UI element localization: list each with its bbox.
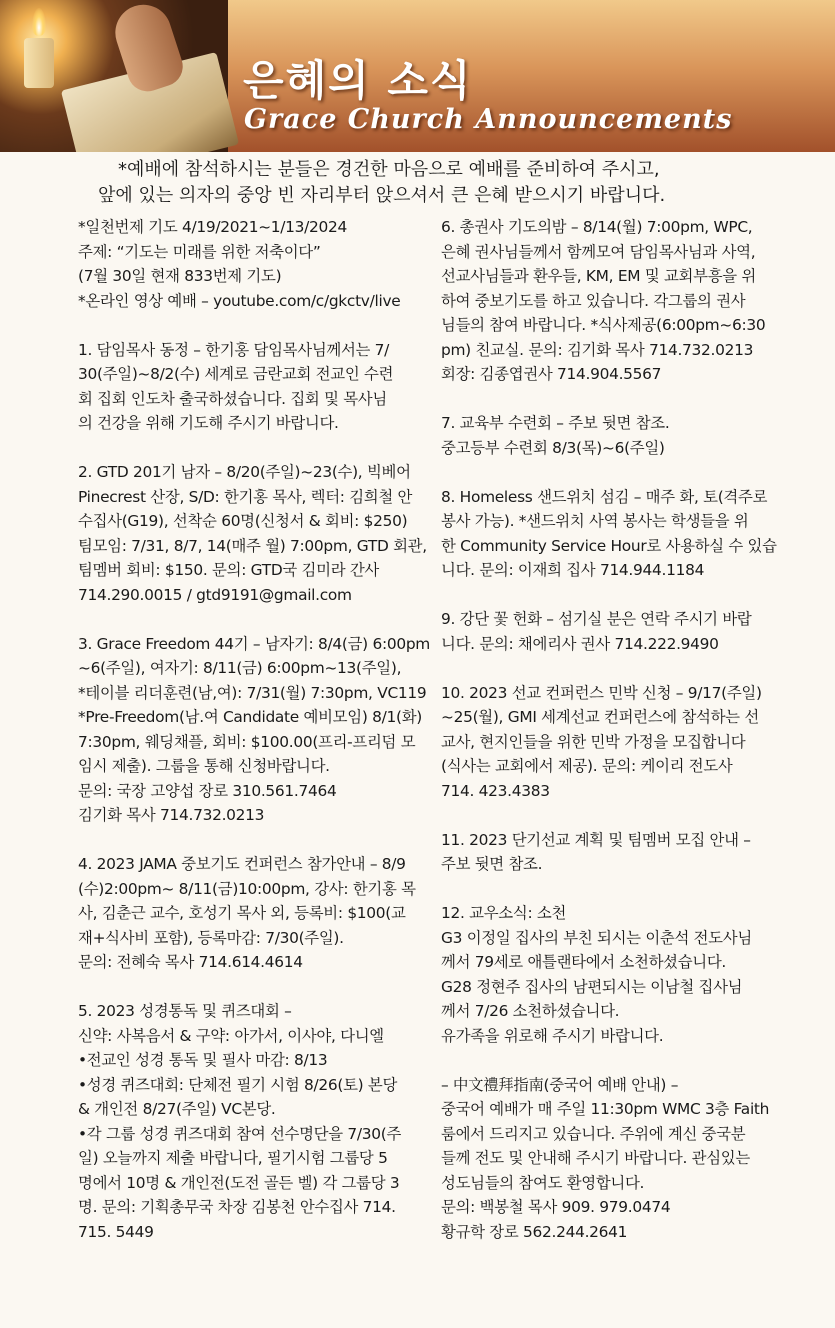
announcement-line: G3 이정일 집사의 부친 되시는 이춘석 전도사님 — [441, 928, 752, 947]
announcement-line: •각 그룹 성경 퀴즈대회 참여 선수명단을 7/30(주 — [78, 1124, 402, 1143]
announcement-line: 신약: 사복음서 & 구약: 아가서, 이사야, 다니엘 — [78, 1026, 384, 1045]
title-english: Grace Church Announcements — [244, 104, 733, 135]
announcement-line: 은혜 권사님들께서 함께모여 담임목사님과 사역, — [441, 242, 756, 261]
announcement-line: •성경 퀴즈대회: 단체전 필기 시험 8/26(토) 본당 — [78, 1075, 398, 1094]
title-korean: 은혜의 소식 — [243, 56, 473, 105]
paragraph-gap — [441, 656, 801, 681]
announcement-line: 9. 강단 꽃 헌화 – 섬기실 분은 연락 주시기 바랍 — [441, 610, 752, 628]
announcement-line: 임시 제출). 그룹을 통해 신청바랍니다. — [78, 757, 330, 775]
announcement-line: (수)2:00pm~ 8/11(금)10:00pm, 강사: 한기홍 목 — [78, 879, 416, 898]
announcement-line: 3. Grace Freedom 44기 – 남자기: 8/4(금) 6:00pm — [78, 634, 430, 653]
announcement-line: 중고등부 수련회 8/3(목)~6(주일) — [441, 438, 665, 457]
announcement-line: ~6(주일), 여자기: 8/11(금) 6:00pm~13(주일), — [78, 659, 402, 677]
announcement-line: 714. 423.4383 — [441, 781, 550, 800]
intro-notice — [98, 157, 798, 209]
announcement-line: 문의: 전혜숙 목사 714.614.4614 — [78, 953, 303, 971]
paragraph-gap — [78, 828, 434, 853]
announcement-line: 봉사 가능). *샌드위치 사역 봉사는 학생들을 위 — [441, 512, 749, 530]
announcement-line: Pinecrest 산장, S/D: 한기홍 목사, 렉터: 김희철 안 — [78, 487, 413, 506]
paragraph-gap — [78, 975, 434, 1000]
announcement-line: 재+식사비 포함), 등록마감: 7/30(주일). — [78, 928, 344, 947]
announcement-line: 715. 5449 — [78, 1222, 154, 1241]
paragraph-gap — [441, 387, 801, 412]
announcement-line: 께서 79세로 애틀랜타에서 소천하셨습니다. — [441, 953, 726, 971]
paragraph-gap — [441, 460, 801, 485]
left-column — [78, 215, 434, 1244]
announcement-line: 팀멤버 회비: $150. 문의: GTD국 김미라 간사 — [78, 561, 379, 579]
announcement-line: 유가족을 위로해 주시기 바랍니다. — [441, 1026, 664, 1045]
announcement-line: 714.290.0015 / gtd9191@gmail.com — [78, 585, 352, 604]
prayer-photo — [0, 0, 228, 152]
announcement-line: •전교인 성경 통독 및 필사 마감: 8/13 — [78, 1051, 328, 1069]
announcement-line: 회장: 김종엽권사 714.904.5567 — [441, 365, 662, 383]
announcement-line: ~25(월), GMI 세계선교 컨퍼런스에 참석하는 선 — [441, 708, 759, 726]
paragraph-gap — [78, 313, 434, 338]
announcement-line: 11. 2023 단기선교 계획 및 팀멤버 모집 안내 – — [441, 830, 751, 849]
announcement-line: *Pre-Freedom(남.여 Candidate 예비모임) 8/1(화) — [78, 708, 422, 726]
paragraph-gap — [441, 1048, 801, 1073]
announcement-line: *일천번제 기도 4/19/2021~1/13/2024 — [78, 218, 348, 236]
announcement-line: 6. 총권사 기도의밤 – 8/14(월) 7:00pm, WPC, — [441, 218, 753, 236]
candle-image — [24, 38, 54, 88]
announcement-line: 선교사님들과 환우들, KM, EM 및 교회부흥을 위 — [441, 267, 756, 285]
announcement-line: 5. 2023 성경통독 및 퀴즈대회 – — [78, 1002, 292, 1020]
announcement-line: 7. 교육부 수련회 – 주보 뒷면 참조. — [441, 414, 670, 432]
announcement-line: 문의: 백봉철 목사 909. 979.0474 — [441, 1198, 671, 1216]
announcement-line: 8. Homeless 샌드위치 섬김 – 매주 화, 토(격주로 — [441, 487, 768, 506]
announcement-line: (7월 30일 현재 833번제 기도) — [78, 267, 282, 285]
announcement-line: 7:30pm, 웨딩채플, 회비: $100.00(프리-프리덤 모 — [78, 732, 416, 751]
announcement-line: 4. 2023 JAMA 중보기도 컨퍼런스 참가안내 – 8/9 — [78, 855, 406, 873]
announcement-line: 회 집회 인도차 출국하셨습니다. 집회 및 목사님 — [78, 389, 387, 408]
announcement-line: pm) 친교실. 문의: 김기화 목사 714.732.0213 — [441, 340, 754, 359]
announcement-line: 수집사(G19), 선착순 60명(신청서 & 회비: $250) — [78, 512, 408, 530]
announcement-line: *테이블 리더훈련(남,여): 7/31(월) 7:30pm, VC119 — [78, 683, 427, 702]
right-column — [441, 215, 801, 1244]
announcement-line: 12. 교우소식: 소천 — [441, 904, 567, 922]
paragraph-gap — [441, 583, 801, 608]
paragraph-gap — [78, 607, 434, 632]
announcement-line: 황규학 장로 562.244.2641 — [441, 1222, 628, 1241]
announcement-line: 교사, 현지인들을 위한 민박 가정을 모집합니다 — [441, 732, 746, 751]
announcement-line: 성도님들의 참여도 환영합니다. — [441, 1173, 645, 1192]
announcement-line: & 개인전 8/27(주일) VC본당. — [78, 1100, 276, 1118]
announcement-line: 주보 뒷면 참조. — [441, 855, 543, 873]
announcement-line: 사, 김춘근 교수, 호성기 목사 외, 등록비: $100(교 — [78, 904, 406, 922]
announcement-line: 룸에서 드리지고 있습니다. 주위에 계신 중국분 — [441, 1124, 746, 1143]
candle-flame-image — [32, 8, 46, 36]
announcement-line: 일) 오늘까지 제출 바랍니다, 필기시험 그룹당 5 — [78, 1149, 388, 1167]
announcement-line: – 中文禮拜指南(중국어 예배 안내) – — [441, 1075, 679, 1094]
announcement-line: 팀모임: 7/31, 8/7, 14(매주 월) 7:00pm, GTD 회관, — [78, 536, 427, 555]
paragraph-gap — [441, 877, 801, 902]
announcement-line: 니다. 문의: 이재희 집사 714.944.1184 — [441, 561, 705, 579]
paragraph-gap — [78, 436, 434, 461]
announcement-line: 문의: 국장 고양섭 장로 310.561.7464 — [78, 781, 337, 800]
header-banner — [0, 0, 835, 152]
announcement-line: 주제: “기도는 미래를 위한 저축이다” — [78, 242, 321, 261]
announcement-line: 2. GTD 201기 남자 – 8/20(주일)~23(수), 빅베어 — [78, 463, 411, 481]
announcement-line: 하여 중보기도를 하고 있습니다. 각그룹의 권사 — [441, 291, 746, 310]
announcement-line: 한 Community Service Hour로 사용하실 수 있습 — [441, 536, 777, 555]
announcement-line: 니다. 문의: 채에리사 권사 714.222.9490 — [441, 634, 719, 653]
announcement-line: 명에서 10명 & 개인전(도전 골든 벨) 각 그룹당 3 — [78, 1173, 400, 1192]
announcement-line: (식사는 교회에서 제공). 문의: 케이리 전도사 — [441, 757, 733, 775]
announcement-line: G28 정현주 집사의 남편되시는 이남철 집사님 — [441, 977, 743, 996]
announcement-line: 김기화 목사 714.732.0213 — [78, 806, 265, 824]
announcement-line: 께서 7/26 소천하셨습니다. — [441, 1002, 620, 1020]
paragraph-gap — [441, 803, 801, 828]
announcement-line: 들께 전도 및 안내해 주시기 바랍니다. 관심있는 — [441, 1149, 750, 1167]
announcement-line: *온라인 영상 예배 – youtube.com/c/gkctv/live — [78, 291, 401, 310]
announcement-line: 명. 문의: 기획총무국 차장 김봉천 안수집사 714. — [78, 1198, 396, 1216]
announcement-line: 의 건강을 위해 기도해 주시기 바랍니다. — [78, 414, 339, 432]
intro-line: 앞에 있는 의자의 중앙 빈 자리부터 앉으셔서 큰 은혜 받으시기 바랍니다. — [98, 185, 666, 206]
announcement-line: 10. 2023 선교 컨퍼런스 민박 신청 – 9/17(주일) — [441, 683, 762, 702]
announcement-line: 1. 담임목사 동정 – 한기홍 담임목사님께서는 7/ — [78, 340, 390, 359]
intro-line: *예배에 참석하시는 분들은 경건한 마음으로 예배를 준비하여 주시고, — [118, 159, 660, 180]
announcement-line: 중국어 예배가 매 주일 11:30pm WMC 3층 Faith — [441, 1100, 770, 1118]
announcement-line: 님들의 참여 바랍니다. *식사제공(6:00pm~6:30 — [441, 316, 766, 334]
announcement-line: 30(주일)~8/2(수) 세계로 금란교회 전교인 수련 — [78, 365, 394, 383]
